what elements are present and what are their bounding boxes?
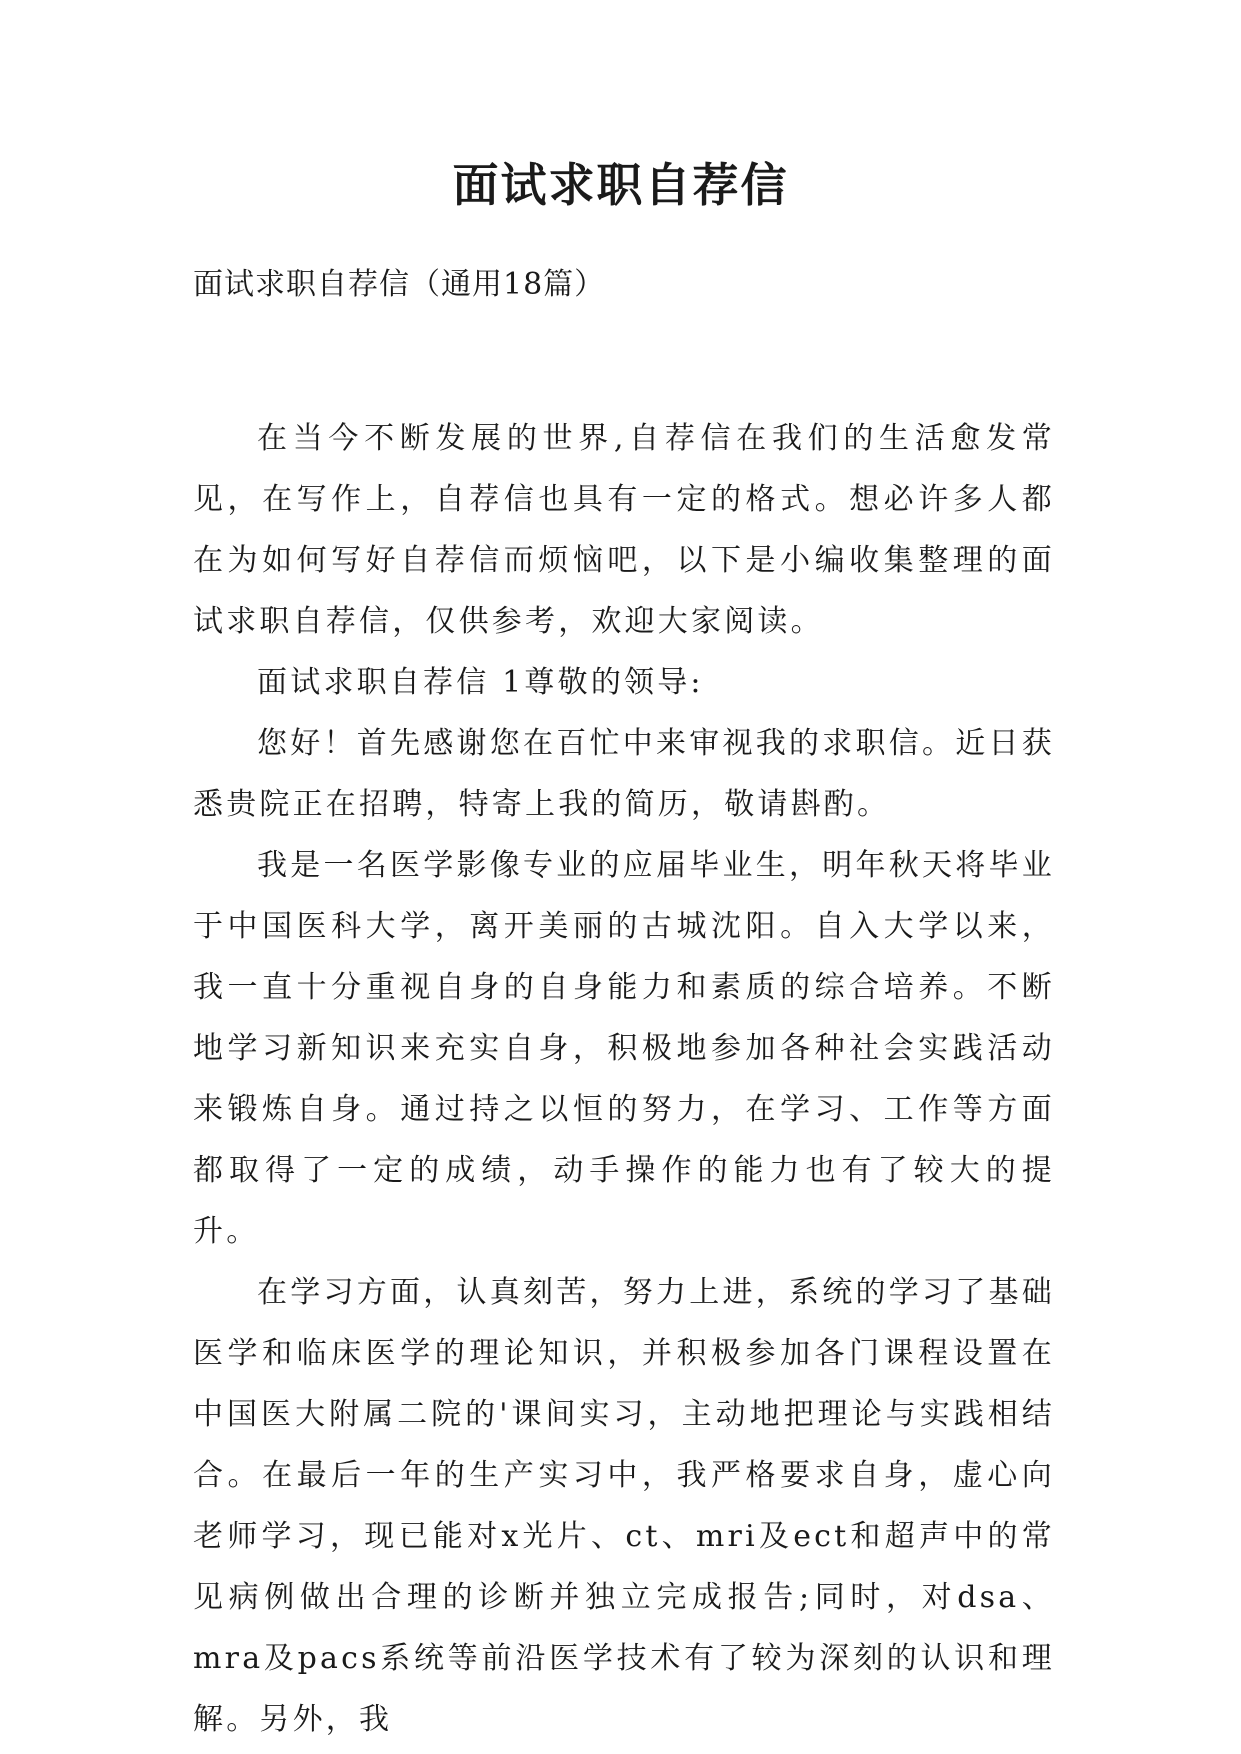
paragraph-greeting: 您好！首先感谢您在百忙中来审视我的求职信。近日获悉贵院正在招聘，特寄上我的简历，敬请斟酌。 xyxy=(193,726,1055,822)
paragraph-salutation: 面试求职自荐信 1尊敬的领导: xyxy=(257,665,704,700)
paragraph-intro: 在当今不断发展的世界,自荐信在我们的生活愈发常见，在写作上，自荐信也具有一定的格式。想必许多人都在为如何写好自荐信而烦恼吧，以下是小编收集整理的面试求职自荐信，仅供参考，欢迎大家阅读。 xyxy=(193,421,1055,639)
document-body xyxy=(193,408,1055,1750)
document-title: 面试求职自荐信 xyxy=(452,158,789,212)
document-subtitle: 面试求职自荐信（通用18篇） xyxy=(193,267,606,302)
paragraph-study: 在学习方面，认真刻苦，努力上进，系统的学习了基础医学和临床医学的理论知识，并积极参加各门课程设置在中国医大附属二院的'课间实习，主动地把理论与实践相结合。在最后一年的生产实习中，我严格要求自身，虚心向老师学习，现已能对x光片、ct、mri及ect和超声中的常见病例做出合理的诊断并独立完成报告;同时，对dsa、mra及pacs系统等前沿医学技术有了较为深刻的认识和理解。另外，我 xyxy=(193,1275,1055,1737)
paragraph-background: 我是一名医学影像专业的应届毕业生，明年秋天将毕业于中国医科大学，离开美丽的古城沈阳。自入大学以来，我一直十分重视自身的自身能力和素质的综合培养。不断地学习新知识来充实自身，积极地参加各种社会实践活动来锻炼自身。通过持之以恒的努力，在学习、工作等方面都取得了一定的成绩，动手操作的能力也有了较大的提升。 xyxy=(193,848,1055,1249)
